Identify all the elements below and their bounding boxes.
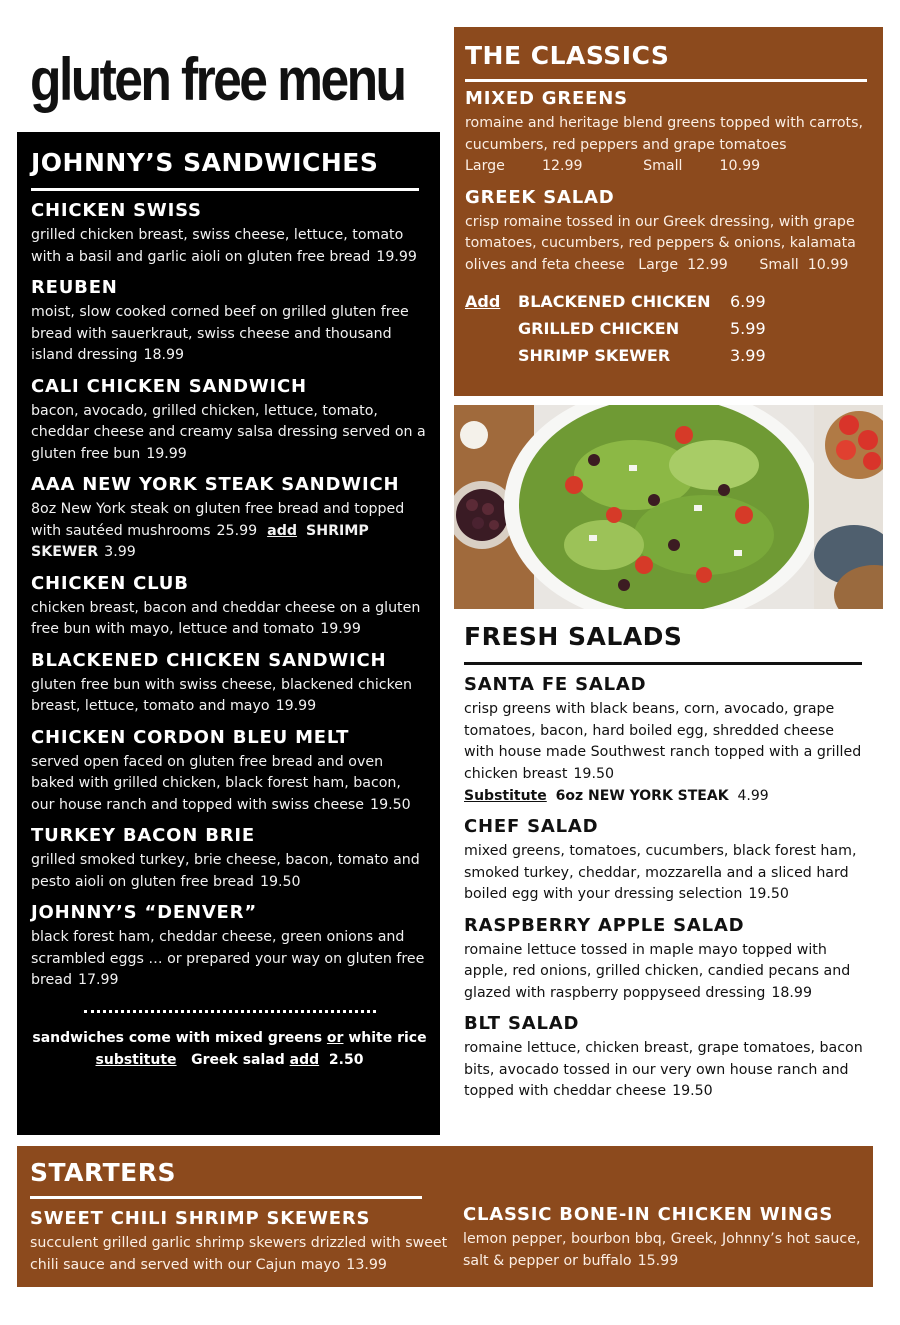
footnote-line-1 [31, 1027, 428, 1049]
item-description [465, 212, 869, 277]
item-description [31, 927, 428, 992]
menu-item [31, 727, 428, 817]
salad-illustration [454, 405, 883, 609]
addon-price: 3.99 [730, 346, 766, 365]
item-desc-text: crisp greens with black beans, corn, avocado, grape tomatoes, bacon, hard boiled egg, shredded cheese with house made Southwest ranch topped with a grilled chicken breast [464, 701, 862, 782]
salads-heading: FRESH SALADS [464, 622, 683, 651]
item-price: 13.99 [346, 1256, 387, 1273]
item-desc-text: chicken breast, bacon and cheddar cheese on a gluten free bun with mayo, lettuce and tomato [31, 599, 421, 637]
footnote-substitute: substitute [95, 1051, 177, 1068]
menu-item [30, 1208, 450, 1276]
item-price: 19.50 [259, 873, 301, 890]
menu-item [31, 650, 428, 718]
substitute-name: 6oz NEW YORK STEAK [555, 788, 729, 804]
menu-item [31, 474, 428, 564]
item-desc-text: served open faced on gluten free bread and oven baked with grilled chicken, black forest ham, bacon, our house ranch and topped with swiss cheese [31, 753, 401, 813]
menu-item [464, 674, 864, 807]
item-price: 15.99 [637, 1252, 679, 1269]
item-description [31, 598, 428, 641]
addon-name: GRILLED CHICKEN [518, 319, 680, 338]
menu-item [31, 200, 428, 268]
item-name: MIXED GREENS [465, 88, 628, 109]
item-price: 19.50 [672, 1083, 713, 1099]
item-price: 19.99 [146, 445, 187, 462]
item-desc-text: black forest ham, cheddar cheese, green onions and scrambled eggs … or prepared your way on gluten free bread [31, 929, 425, 988]
size-price: 10.99 [807, 256, 849, 273]
addon-price: 3.99 [104, 544, 136, 560]
footnote-text: white rice [343, 1029, 427, 1046]
salad-photo [454, 405, 883, 609]
item-description [30, 1233, 450, 1276]
footnote-price: 2.50 [328, 1051, 364, 1068]
item-description [31, 850, 428, 893]
item-name: TURKEY BACON BRIE [31, 825, 255, 846]
item-name: SANTA FE SALAD [464, 674, 647, 695]
item-name: CALI CHICKEN SANDWICH [31, 375, 307, 397]
addon-name: SHRIMP SKEWER [518, 346, 671, 365]
addon-name: BLACKENED CHICKEN [518, 292, 711, 311]
size-price: 10.99 [719, 158, 761, 174]
item-description [463, 1229, 868, 1272]
size-prices [465, 156, 869, 178]
item-name: JOHNNY’S “DENVER” [31, 902, 257, 923]
addon-price: 6.99 [730, 292, 766, 311]
menu-item [31, 902, 428, 992]
footnote-or: or [326, 1029, 344, 1046]
size-label: Large [465, 158, 505, 174]
item-desc-text: romaine lettuce tossed in maple mayo topped with apple, red onions, grilled chicken, candied pecans and glazed with raspberry poppyseed dressing [464, 941, 851, 1001]
item-price: 25.99 [216, 522, 258, 539]
menu-item [31, 573, 428, 641]
classics-panel [454, 27, 883, 396]
dotted-divider [84, 1010, 376, 1013]
item-name: BLT SALAD [464, 1013, 580, 1034]
footnote-text: sandwiches come with mixed greens [32, 1029, 327, 1046]
size-label: Small [643, 158, 683, 174]
item-description [31, 302, 428, 367]
add-label: Add [465, 292, 501, 311]
menu-item [31, 376, 428, 466]
salads-section [454, 620, 874, 1103]
substitute-line [464, 785, 864, 807]
size-label: Large [638, 256, 679, 273]
item-price: 18.99 [143, 347, 185, 363]
heading-underline [465, 79, 867, 82]
sandwich-footnote [31, 1027, 428, 1071]
menu-item [464, 915, 864, 1005]
classics-heading: THE CLASSICS [465, 41, 670, 70]
footnote-line-2 [31, 1049, 428, 1071]
menu-item [464, 816, 864, 906]
heading-underline [464, 662, 862, 665]
item-description [464, 699, 864, 785]
item-name: CHEF SALAD [464, 816, 599, 837]
footnote-greek: Greek salad [191, 1051, 285, 1068]
item-description [31, 401, 428, 466]
item-desc-text: grilled smoked turkey, brie cheese, bacon, tomato and pesto aioli on gluten free bread [31, 852, 420, 890]
item-description [31, 225, 428, 268]
item-price: 19.50 [370, 796, 411, 813]
item-name: GREEK SALAD [465, 186, 615, 208]
item-name: REUBEN [31, 277, 118, 298]
item-name: SWEET CHILI SHRIMP SKEWERS [30, 1208, 371, 1229]
item-name: CLASSIC BONE-IN CHICKEN WINGS [463, 1204, 834, 1225]
heading-underline [30, 1196, 422, 1199]
size-price: 12.99 [541, 158, 583, 174]
heading-underline [31, 188, 419, 191]
item-desc-text: mixed greens, tomatoes, cucumbers, black forest ham, smoked turkey, cheddar, mozzarella and a sliced hard boiled egg with your dressing selection [464, 843, 857, 902]
item-price: 19.99 [275, 698, 317, 714]
substitute-label: Substitute [464, 788, 547, 804]
item-price: 19.99 [320, 621, 361, 637]
item-description [464, 1038, 864, 1103]
item-name: BLACKENED CHICKEN SANDWICH [31, 649, 387, 671]
item-price: 19.50 [573, 765, 615, 782]
starters-panel [17, 1146, 873, 1287]
item-desc-text: romaine lettuce, chicken breast, grape tomatoes, bacon bits, avocado tossed in our very own house ranch and topped with cheddar cheese [464, 1040, 863, 1099]
addon-label: add [267, 522, 298, 539]
menu-item [31, 277, 428, 367]
item-desc-text: bacon, avocado, grilled chicken, lettuce, tomato, cheddar cheese and creamy salsa dressing served on a gluten free bun [31, 402, 426, 462]
addon-price: 5.99 [730, 319, 766, 338]
menu-title: gluten free menu [30, 46, 405, 113]
item-description [464, 841, 864, 906]
item-desc-text: succulent grilled garlic shrimp skewers drizzled with sweet chili sauce and served with our Cajun mayo [30, 1235, 448, 1273]
addon-table [465, 290, 869, 367]
starters-heading: STARTERS [30, 1158, 176, 1187]
item-name: CHICKEN CORDON BLEU MELT [31, 726, 350, 748]
item-name: AAA NEW YORK STEAK SANDWICH [31, 474, 400, 495]
item-desc-text: 8oz New York steak on gluten free bread and topped with sautéed mushrooms [31, 501, 405, 539]
substitute-price: 4.99 [737, 788, 769, 804]
sandwiches-panel [17, 132, 440, 1135]
size-small [643, 158, 788, 174]
addon-name: SHRIMP SKEWER [31, 522, 369, 560]
item-desc-text: moist, slow cooked corned beef on grilled gluten free bread with sauerkraut, swiss cheese and thousand island dressing [31, 304, 409, 363]
item-price: 19.50 [748, 886, 789, 902]
size-large [465, 158, 611, 174]
menu-item [464, 1013, 864, 1103]
item-desc-text: crisp romaine tossed in our Greek dressing, with grape tomatoes, cucumbers, red peppers & onions, kalamata olives and feta cheese [465, 213, 856, 273]
item-desc-text: lemon pepper, bourbon bbq, Greek, Johnny’s hot sauce, salt & pepper or buffalo [463, 1231, 861, 1269]
item-description [31, 675, 428, 718]
item-description [31, 752, 428, 817]
item-price: 19.99 [376, 248, 417, 265]
menu-item [31, 825, 428, 893]
item-description: romaine and heritage blend greens topped with carrots, cucumbers, red peppers and grape tomatoes [465, 115, 863, 153]
item-name: CHICKEN CLUB [31, 572, 189, 594]
item-name: CHICKEN SWISS [31, 200, 202, 221]
item-price: 18.99 [771, 984, 812, 1001]
item-description [31, 499, 428, 564]
footnote-add: add [289, 1051, 320, 1068]
item-price: 17.99 [77, 972, 119, 988]
menu-item [463, 1204, 868, 1272]
size-price: 12.99 [687, 256, 728, 273]
size-label: Small [759, 256, 799, 273]
item-desc-text: grilled chicken breast, swiss cheese, lettuce, tomato with a basil and garlic aioli on gluten free bread [31, 227, 404, 265]
item-name: RASPBERRY APPLE SALAD [464, 914, 745, 936]
item-description [464, 940, 864, 1005]
item-desc-text: gluten free bun with swiss cheese, blackened chicken breast, lettuce, tomato and mayo [31, 676, 413, 714]
sandwiches-heading: JOHNNY’S SANDWICHES [31, 148, 379, 177]
